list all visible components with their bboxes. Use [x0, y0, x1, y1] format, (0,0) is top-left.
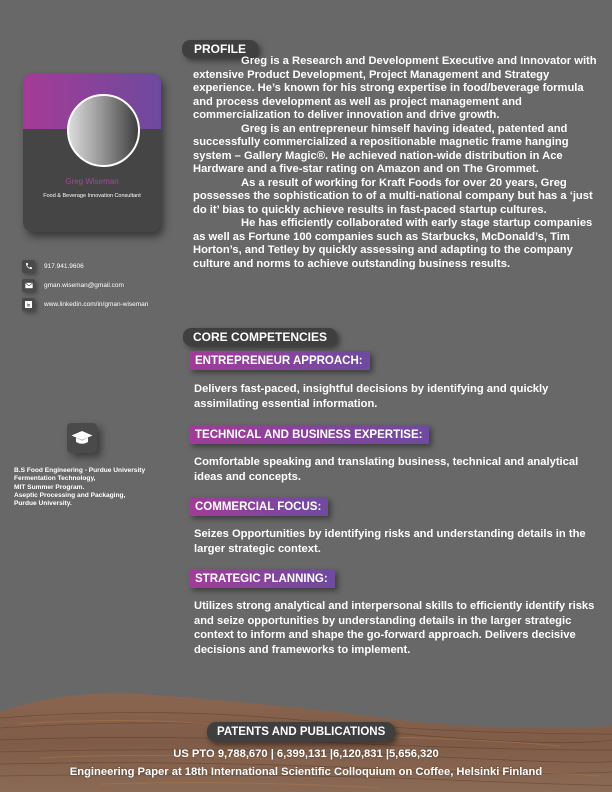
email-address[interactable]: gman.wiseman@gmail.com [44, 281, 124, 289]
contact-email [22, 278, 124, 292]
education-line: Aseptic Processing and Packaging, [14, 491, 126, 499]
avatar [67, 94, 140, 167]
profile-paragraph: Greg is a Research and Development Executive and Innovator with extensive Product Development, Project Management and Strategy experience. He’s known for his strong expertise in food/beverage formula and process development as well as project management and commercialization to deliver innovation and drive growth. [193, 55, 597, 121]
education-line: B.S Food Engineering - Purdue University [14, 467, 146, 474]
competency-description: Delivers fast-paced, insightful decisions by identifying and quickly assimilating essential information. [194, 383, 549, 410]
education-line: Purdue University. [14, 500, 72, 508]
competency-title: COMMERCIAL FOCUS: [189, 497, 328, 516]
publication-line: Engineering Paper at 18th International Scientific Colloquium on Coffee, Helsinki Finland [69, 766, 543, 778]
profile-summary [193, 55, 598, 271]
linkedin-url[interactable]: www.linkedin.com/in/gman-wiseman [44, 300, 149, 308]
competency-title: ENTREPRENEUR APPROACH: [189, 351, 370, 370]
profile-paragraph: He has efficiently collaborated with early stage startup companies as well as Fortune 100 companies such as Starbucks, McDonald’s, Tim Horton’s, and Tetley by quickly assessing and adapting to the company culture and norms to achieve outstanding business results. [193, 217, 593, 270]
profile-name: Greg Wiseman [65, 177, 119, 186]
education-line: Fermentation Technology, [14, 475, 96, 483]
profile-paragraph: Greg is an entrepreneur himself having ideated, patented and successfully commercialized a repositionable magnetic frame hanging system – Gallery Magic®. He achieved nation-wide distribution in Ace Hardware and a five-star rating on Amazon and on The Grommet. [193, 122, 569, 175]
profile-heading: PROFILE [182, 40, 258, 58]
phone-number[interactable]: 917.941.9606 [44, 262, 84, 270]
contact-phone [22, 259, 84, 273]
patent-numbers: US PTO 9,788,670 | 6,399,131 |6,120,831 |5,656,320 [173, 748, 439, 760]
competency-description: Comfortable speaking and translating business, technical and analytical ideas and concepts. [194, 456, 579, 483]
patents-heading: PATENTS AND PUBLICATIONS [207, 722, 395, 742]
education-line: MIT Summer Program. [14, 483, 85, 491]
competency-description: Utilizes strong analytical and interpersonal skills to efficiently identify risks and seize opportunities by understanding details in the larger strategic context to inform and shape the go-forward approach. Delivers decisive decisions and frameworks to implement. [194, 600, 595, 656]
competency-title: STRATEGIC PLANNING: [189, 569, 335, 588]
graduation-cap-icon [67, 423, 97, 453]
competency-title: TECHNICAL AND BUSINESS EXPERTISE: [189, 425, 429, 444]
svg-text:in: in [26, 301, 31, 307]
linkedin-icon [22, 298, 35, 311]
profile-card [23, 73, 161, 232]
phone-icon [22, 260, 35, 273]
profile-paragraph: As a result of working for Kraft Foods for over 20 years, Greg possesses the sophistication to of a multi-national company but has a ‘just do it’ bias to quickly achieve results in fast-paced startup cultures. [193, 176, 593, 216]
education-list [14, 467, 184, 508]
email-icon [22, 279, 35, 292]
core-competencies-heading: CORE COMPETENCIES [183, 328, 337, 346]
contact-linkedin [22, 297, 148, 311]
profile-job-title: Food & Beverage Innovation Consultant [43, 193, 141, 199]
competency-description: Seizes Opportunities by identifying risks and understanding details in the larger strategic context. [194, 528, 586, 555]
